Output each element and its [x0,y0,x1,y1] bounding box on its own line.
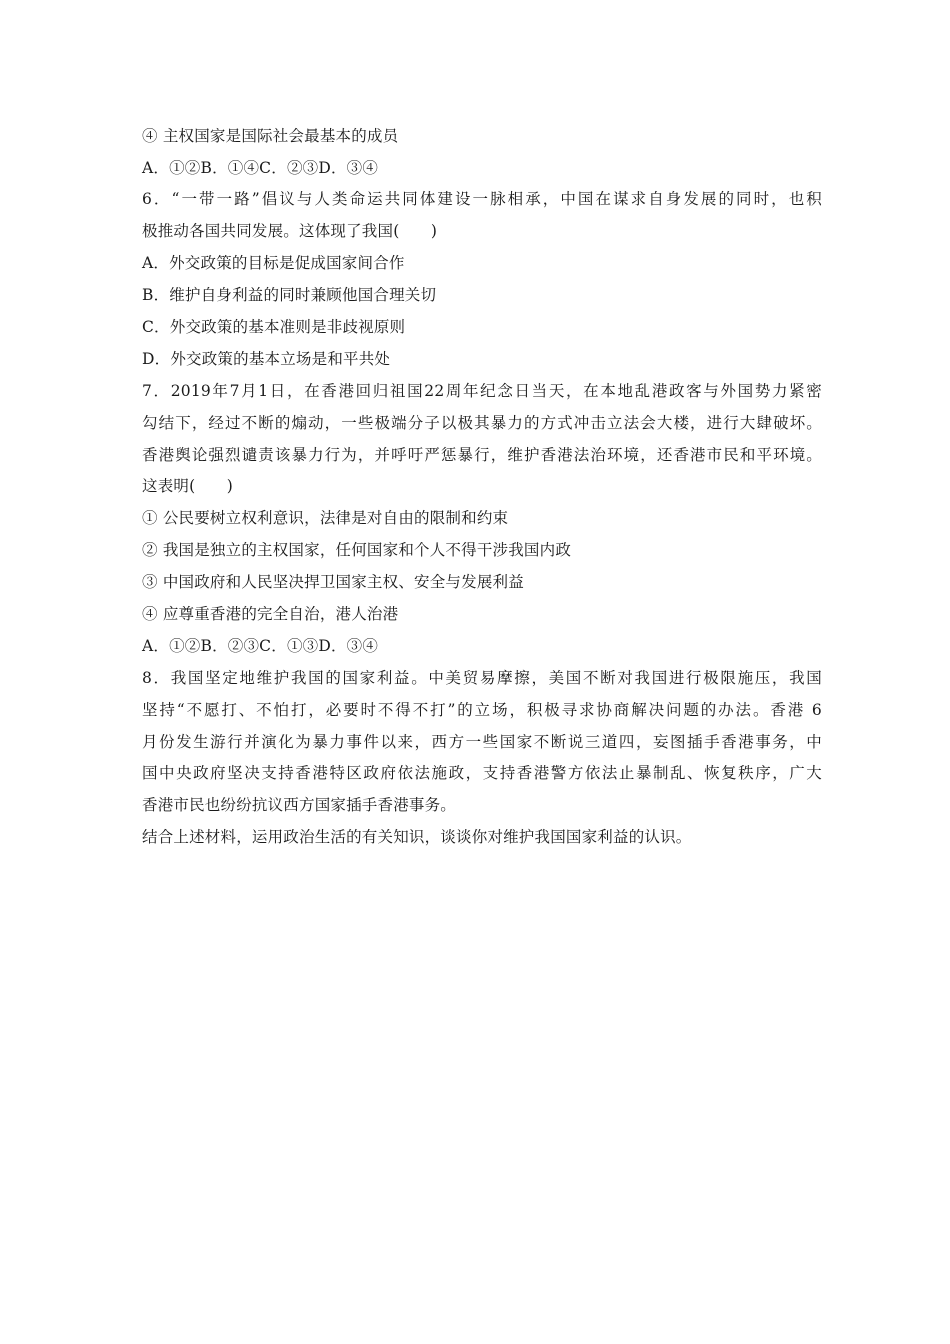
q5-option-4: ④ 主权国家是国际社会最基本的成员 [142,127,399,145]
q8-material-line-4: 国中央政府坚决支持香港特区政府依法施政，支持香港警方依法止暴制乱、恢复秩序，广大 [142,764,822,782]
q7-stem-line-1: 7．2019年7月1日，在香港回归祖国22周年纪念日当天，在本地乱港政客与外国势力紧密 [142,382,822,400]
q7-stem-line-2: 勾结下，经过不断的煽动，一些极端分子以极其暴力的方式冲击立法会大楼，进行大肆破坏。 [142,414,822,432]
q8-material-line-2: 坚持“不愿打、不怕打，必要时不得不打”的立场，积极寻求协商解决问题的办法。香港 6 [142,701,822,719]
q7-stem-line-4: 这表明( ) [142,477,233,495]
q7-answer-choices: A．①②B．②③C．①③D．③④ [142,637,379,655]
q6-choice-a: A．外交政策的目标是促成国家间合作 [142,254,405,272]
q8-material-line-5: 香港市民也纷纷抗议西方国家插手香港事务。 [142,796,457,814]
q6-stem-line-1: 6．“一带一路”倡议与人类命运共同体建设一脉相承，中国在谋求自身发展的同时，也积 [142,190,822,208]
q6-stem-line-2: 极推动各国共同发展。这体现了我国( ) [142,222,438,240]
q6-choice-c: C．外交政策的基本准则是非歧视原则 [142,318,406,336]
q7-option-4: ④ 应尊重香港的完全自治，港人治港 [142,605,399,623]
q7-option-1: ① 公民要树立权利意识，法律是对自由的限制和约束 [142,509,509,527]
q6-choice-d: D．外交政策的基本立场是和平共处 [142,350,391,368]
q7-option-3: ③ 中国政府和人民坚决捍卫国家主权、安全与发展利益 [142,573,524,591]
q6-choice-b: B．维护自身利益的同时兼顾他国合理关切 [142,286,437,304]
q8-question: 结合上述材料，运用政治生活的有关知识，谈谈你对维护我国国家利益的认识。 [142,828,692,846]
q8-material-line-1: 8．我国坚定地维护我国的国家利益。中美贸易摩擦，美国不断对我国进行极限施压，我国 [142,669,822,687]
q5-answer-choices: A．①②B．①④C．②③D．③④ [142,159,379,177]
q8-material-line-3: 月份发生游行并演化为暴力事件以来，西方一些国家不断说三道四，妄图插手香港事务，中 [142,733,822,751]
q7-stem-line-3: 香港舆论强烈谴责该暴力行为，并呼吁严惩暴行，维护香港法治环境，还香港市民和平环境。 [142,446,822,464]
q7-option-2: ② 我国是独立的主权国家，任何国家和个人不得干涉我国内政 [142,541,572,559]
